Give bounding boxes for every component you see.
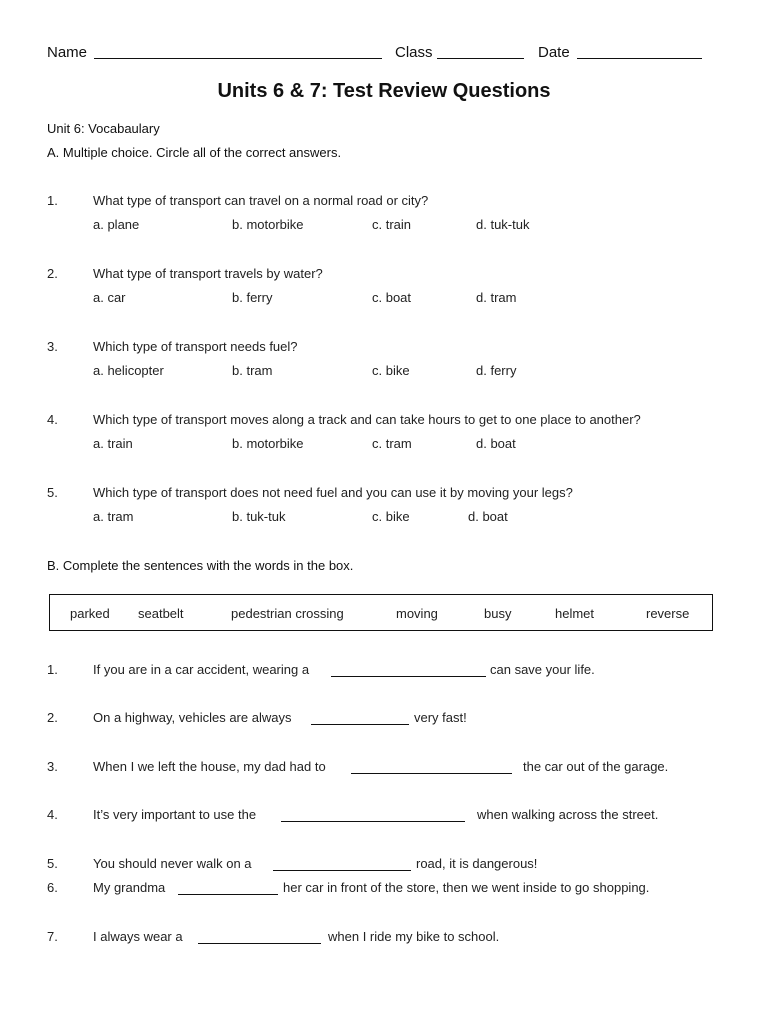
option-c[interactable]: c. bike (372, 363, 410, 378)
sentence-before: When I we left the house, my dad had to (93, 759, 326, 774)
sentence-before: I always wear a (93, 929, 183, 944)
sentence-number: 2. (47, 710, 58, 725)
question-number: 2. (47, 266, 58, 281)
question-number: 4. (47, 412, 58, 427)
sentence-after: very fast! (414, 710, 467, 725)
option-a[interactable]: a. helicopter (93, 363, 164, 378)
part-b-instruction: B. Complete the sentences with the words in the box. (47, 558, 354, 573)
option-b[interactable]: b. tram (232, 363, 273, 378)
sentence-after: when I ride my bike to school. (328, 929, 500, 944)
option-b[interactable]: b. motorbike (232, 217, 304, 232)
sentence-number: 1. (47, 662, 58, 677)
sentence-before: It’s very important to use the (93, 807, 257, 822)
answer-blank[interactable] (178, 882, 278, 895)
name-blank[interactable] (94, 46, 382, 59)
option-a[interactable]: a. tram (93, 509, 134, 524)
sentence-number: 5. (47, 856, 58, 871)
question-text: What type of transport can travel on a normal road or city? (93, 193, 429, 208)
class-blank[interactable] (437, 46, 524, 59)
page-title: Units 6 & 7: Test Review Questions (217, 80, 551, 102)
option-b[interactable]: b. tuk-tuk (232, 509, 286, 524)
sentence-after: road, it is dangerous! (416, 856, 538, 871)
date-label: Date (538, 44, 570, 61)
option-a[interactable]: a. train (93, 436, 133, 451)
option-d[interactable]: d. tuk-tuk (476, 217, 530, 232)
sentence-number: 6. (47, 880, 58, 895)
class-label: Class (395, 44, 433, 61)
word-box-item: seatbelt (138, 606, 184, 621)
sentence-after: can save your life. (490, 662, 595, 677)
sentence-after: when walking across the street. (477, 807, 659, 822)
question-text: Which type of transport moves along a track and can take hours to get to one place to another? (93, 412, 641, 427)
date-blank[interactable] (577, 46, 702, 59)
sentence-before: On a highway, vehicles are always (93, 710, 292, 725)
option-b[interactable]: b. ferry (232, 290, 273, 305)
word-box (49, 594, 713, 631)
option-b[interactable]: b. motorbike (232, 436, 304, 451)
option-d[interactable]: d. ferry (476, 363, 517, 378)
sentence-number: 4. (47, 807, 58, 822)
sentence-after: her car in front of the store, then we went inside to go shopping. (283, 880, 650, 895)
option-d[interactable]: d. boat (476, 436, 516, 451)
word-box-item: helmet (555, 606, 595, 621)
answer-blank[interactable] (281, 809, 465, 822)
question-number: 3. (47, 339, 58, 354)
section-heading: Unit 6: Vocabaulary (47, 121, 160, 136)
word-box-item: pedestrian crossing (231, 606, 344, 621)
option-d[interactable]: d. boat (468, 509, 508, 524)
answer-blank[interactable] (273, 858, 411, 871)
sentence-number: 7. (47, 929, 58, 944)
answer-blank[interactable] (331, 664, 486, 677)
option-a[interactable]: a. plane (93, 217, 140, 232)
word-box-item: moving (396, 606, 438, 621)
question-text: Which type of transport needs fuel? (93, 339, 298, 354)
answer-blank[interactable] (198, 931, 321, 944)
option-c[interactable]: c. boat (372, 290, 412, 305)
question-text: Which type of transport does not need fuel and you can use it by moving your legs? (93, 485, 573, 500)
part-a-instruction: A. Multiple choice. Circle all of the correct answers. (47, 145, 342, 160)
option-d[interactable]: d. tram (476, 290, 517, 305)
option-c[interactable]: c. bike (372, 509, 410, 524)
option-a[interactable]: a. car (93, 290, 126, 305)
question-number: 1. (47, 193, 58, 208)
word-box-item: busy (484, 606, 512, 621)
name-label: Name (47, 44, 88, 61)
question-text: What type of transport travels by water? (93, 266, 323, 281)
answer-blank[interactable] (351, 761, 512, 774)
option-c[interactable]: c. train (372, 217, 412, 232)
option-c[interactable]: c. tram (372, 436, 412, 451)
sentence-before: If you are in a car accident, wearing a (93, 662, 310, 677)
sentence-before: You should never walk on a (93, 856, 252, 871)
answer-blank[interactable] (311, 712, 409, 725)
sentence-before: My grandma (93, 880, 166, 895)
sentence-after: the car out of the garage. (523, 759, 669, 774)
word-box-item: reverse (646, 606, 690, 621)
sentence-number: 3. (47, 759, 58, 774)
question-number: 5. (47, 485, 58, 500)
word-box-item: parked (70, 606, 110, 621)
